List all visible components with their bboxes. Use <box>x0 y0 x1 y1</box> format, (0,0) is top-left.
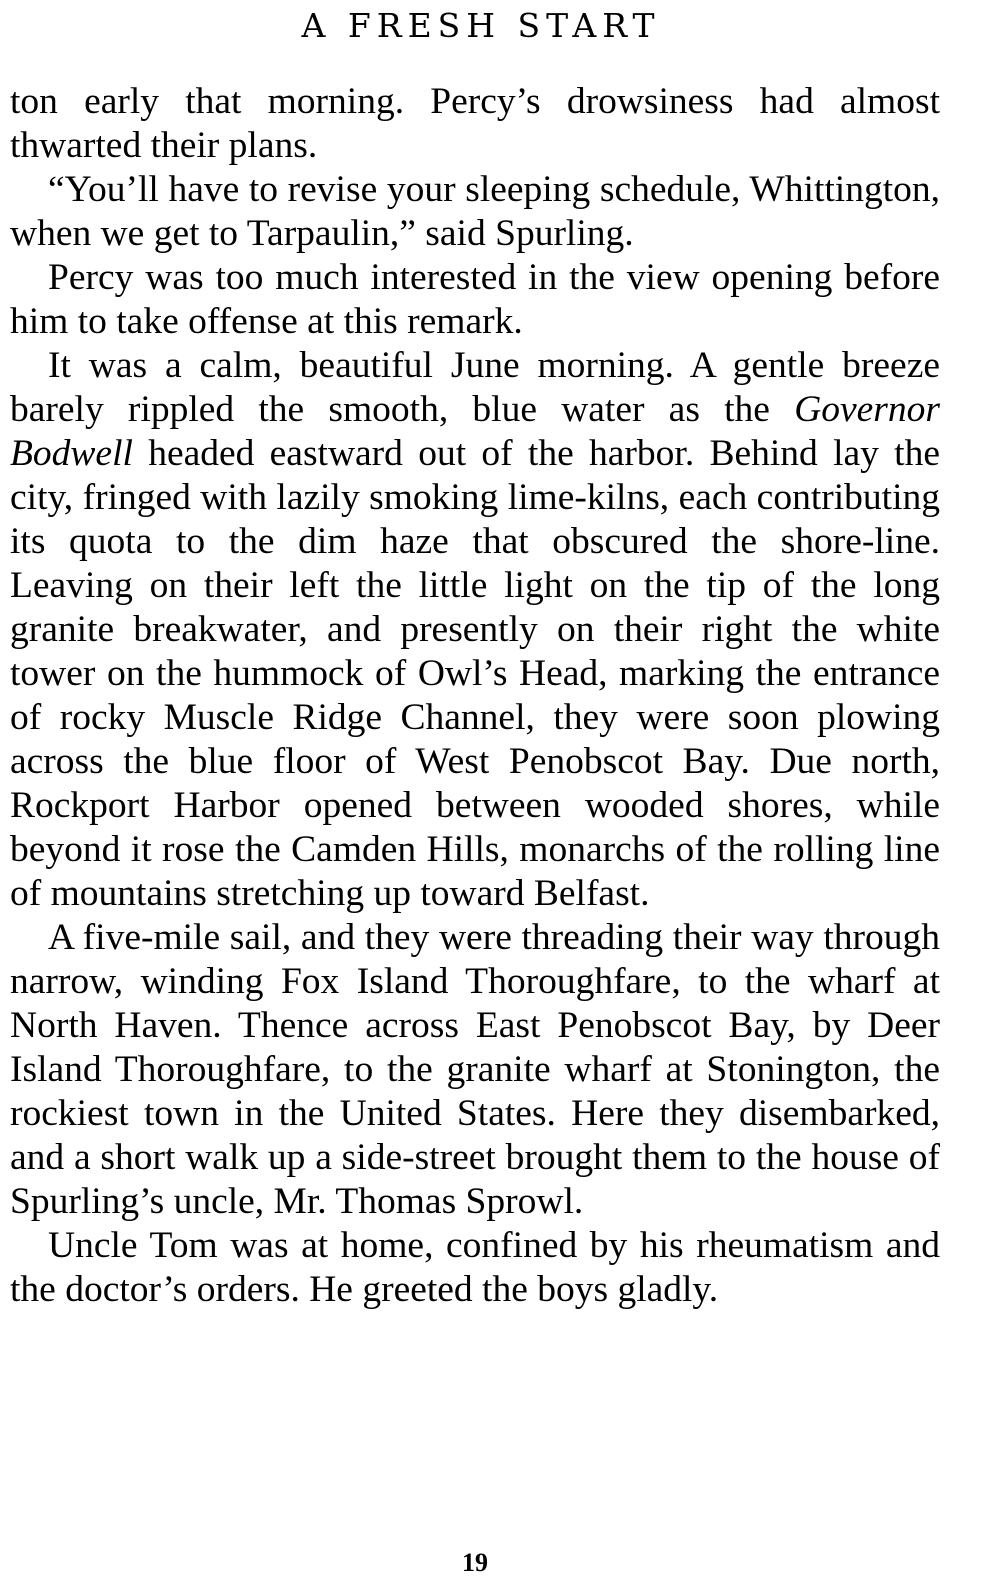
paragraph: A five-mile sail, and they were threading their way through narrow, winding Fox Island Thoroughfare, to the wharf at North Haven. Thence across East Penobscot Bay, by Deer Island Thoroughfare, to the granite wharf at Stonington, the rockiest town in the United States. Here they disembarked, and a short walk up a side-street brought them to the house of Spurling’s uncle, Mr. Thomas Sprowl. <box>10 917 940 1222</box>
paragraph: Uncle Tom was at home, confined by his rheumatism and the doctor’s orders. He greeted the boys gladly. <box>10 1225 940 1310</box>
body-text <box>10 80 940 1312</box>
paragraph-dialogue: “You’ll have to revise your sleeping schedule, Whittington, when we get to Tarpaulin,” said Spurling. <box>10 169 940 254</box>
book-page <box>10 0 940 1595</box>
paragraph-harbor <box>10 344 940 916</box>
running-head: A FRESH START <box>301 6 661 45</box>
text-run: It was a calm, beautiful June morning. A gentle breeze barely rippled the smooth, blue water as the <box>10 345 940 430</box>
paragraph: Percy was too much interested in the view opening before him to take offense at this remark. <box>10 257 940 342</box>
page-number: 19 <box>462 1548 488 1577</box>
text-run: headed eastward out of the harbor. Behind lay the city, fringed with lazily smoking lime-kilns, each contributing its quota to the dim haze that obscured the shore-line. Leaving on their left the little light on the tip of the long granite breakwater, and presently on their right the white tower on the hummock of Owl’s Head, marking the entrance of rocky Muscle Ridge Channel, they were soon plowing across the blue floor of West Penobscot Bay. Due north, Rockport Harbor opened between wooded shores, while beyond it rose the Camden Hills, monarchs of the rolling line of mountains stretching up toward Belfast. <box>10 433 940 914</box>
paragraph-continued: ton early that morning. Percy’s drowsiness had almost thwarted their plans. <box>10 81 940 166</box>
ship-name: Governor Bodwell <box>10 389 940 474</box>
